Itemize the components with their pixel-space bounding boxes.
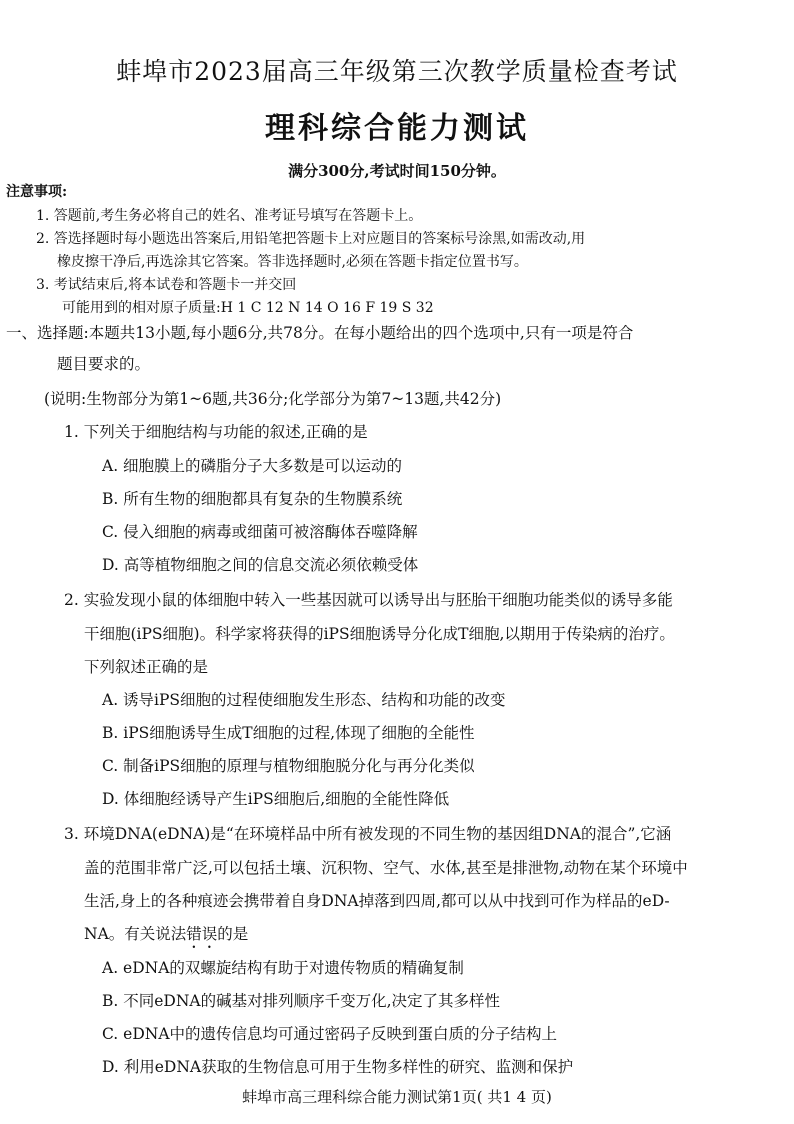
question-2-option-b: B. iPS细胞诱导生成T细胞的过程,体现了细胞的全能性 (102, 724, 475, 742)
page-footer: 蚌埠市高三理科综合能力测试第1页( 共1 4 页) (242, 1088, 552, 1106)
question-2-option-c: C. 制备iPS细胞的原理与植物细胞脱分化与再分化类似 (102, 757, 475, 775)
subject-title: 理科综合能力测试 (265, 111, 529, 146)
question-3-option-b: B. 不同eDNA的碱基对排列顺序千变万化,决定了其多样性 (102, 992, 501, 1010)
question-1-option-b: B. 所有生物的细胞都具有复杂的生物膜系统 (102, 490, 403, 508)
question-2-stem-line1: 2. 实验发现小鼠的体细胞中转入一些基因就可以诱导出与胚胎干细胞功能类似的诱导多能 (64, 591, 673, 609)
question-1-stem: 1. 下列关于细胞结构与功能的叙述,正确的是 (64, 423, 368, 441)
question-2-stem-line3: 下列叙述正确的是 (84, 658, 209, 676)
question-3-emphasis: 错误 (186, 925, 218, 943)
question-1-option-a: A. 细胞膜上的磷脂分子大多数是可以运动的 (102, 457, 403, 475)
question-3-stem-line4 (84, 922, 248, 952)
notice-item-3: 3. 考试结束后,将本试卷和答题卡一并交回 (36, 277, 297, 293)
section-heading-cont: 题目要求的。 (57, 355, 151, 373)
section-note: (说明:生物部分为第1~6题,共36分;化学部分为第7~13题,共42分) (44, 390, 502, 408)
question-2-option-a: A. 诱导iPS细胞的过程使细胞发生形态、结构和功能的改变 (102, 691, 506, 709)
question-2-stem-line2: 干细胞(iPS细胞)。科学家将获得的iPS细胞诱导分化成T细胞,以期用于传染病的治疗。 (84, 625, 675, 643)
score-time: 满分300分,考试时间150分钟。 (288, 162, 506, 180)
notice-item-2-cont: 橡皮擦干净后,再选涂其它答案。答非选择题时,必须在答题卡指定位置书写。 (57, 254, 528, 270)
question-3-stem-line4-text: NA。有关说法 (84, 925, 187, 943)
question-3-option-c: C. eDNA中的遗传信息均可通过密码子反映到蛋白质的分子结构上 (102, 1025, 558, 1043)
section-heading: 一、选择题:本题共13小题,每小题6分,共78分。在每小题给出的四个选项中,只有一项是符合 (6, 324, 634, 342)
question-3-stem-line1: 3. 环境DNA(eDNA)是“在环境样品中所有被发现的不同生物的基因组DNA的混合”,它涵 (64, 825, 672, 843)
question-3-stem-line2: 盖的范围非常广泛,可以包括土壤、沉积物、空气、水体,甚至是排泄物,动物在某个环境中 (84, 859, 688, 877)
question-3-stem-line3: 生活,身上的各种痕迹会携带着自身DNA掉落到四周,都可以从中找到可作为样品的eD- (84, 892, 670, 910)
question-1-option-d: D. 高等植物细胞之间的信息交流必须依赖受体 (102, 556, 419, 574)
question-2-option-d: D. 体细胞经诱导产生iPS细胞后,细胞的全能性降低 (102, 790, 450, 808)
exam-title: 蚌埠市2023届高三年级第三次教学质量检查考试 (116, 57, 678, 86)
atomic-masses: 可能用到的相对原子质量:H 1 C 12 N 14 O 16 F 19 S 32 (62, 300, 434, 316)
question-1-option-c: C. 侵入细胞的病毒或细菌可被溶酶体吞噬降解 (102, 523, 418, 541)
question-3-option-d: D. 利用eDNA获取的生物信息可用于生物多样性的研究、监测和保护 (102, 1058, 574, 1076)
notice-item-1: 1. 答题前,考生务必将自己的姓名、准考证号填写在答题卡上。 (36, 208, 423, 224)
notice-item-2: 2. 答选择题时每小题选出答案后,用铅笔把答题卡上对应题目的答案标号涂黑,如需改动,用 (36, 231, 586, 247)
question-3-option-a: A. eDNA的双螺旋结构有助于对遗传物质的精确复制 (102, 959, 464, 977)
notice-heading: 注意事项: (6, 184, 68, 200)
question-3-stem-tail: 的是 (217, 925, 249, 943)
